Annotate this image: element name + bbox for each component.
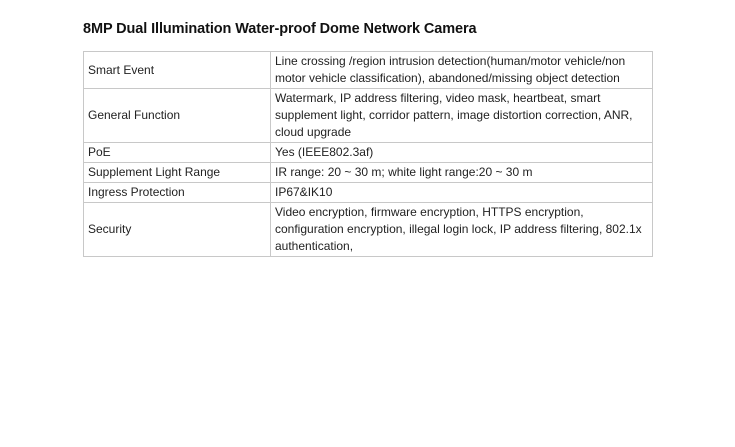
spec-label-supplement-light-range: Supplement Light Range [84,163,271,183]
spec-label-smart-event: Smart Event [84,52,271,89]
spec-value-smart-event: Line crossing /region intrusion detection(human/motor vehicle/non motor vehicle classification), abandoned/missing object detection [271,52,653,89]
table-row [84,143,653,163]
spec-value-supplement-light-range: IR range: 20 ~ 30 m; white light range:20 ~ 30 m [271,163,653,183]
spec-value-security: Video encryption, firmware encryption, HTTPS encryption, configuration encryption, illegal login lock, IP address filtering, 802.1x authentication, [271,203,653,257]
table-row [84,52,653,89]
spec-value-poe: Yes (IEEE802.3af) [271,143,653,163]
spec-label-security: Security [84,203,271,257]
spec-label-poe: PoE [84,143,271,163]
spec-value-ingress-protection: IP67&IK10 [271,183,653,203]
table-row [84,183,653,203]
table-row [84,163,653,183]
spec-value-general-function: Watermark, IP address filtering, video mask, heartbeat, smart supplement light, corridor pattern, image distortion correction, ANR, cloud upgrade [271,89,653,143]
spec-label-general-function: General Function [84,89,271,143]
spec-label-ingress-protection: Ingress Protection [84,183,271,203]
table-row [84,89,653,143]
spec-table [83,51,653,257]
page-title: 8MP Dual Illumination Water-proof Dome Network Camera [83,21,477,37]
table-row [84,203,653,257]
